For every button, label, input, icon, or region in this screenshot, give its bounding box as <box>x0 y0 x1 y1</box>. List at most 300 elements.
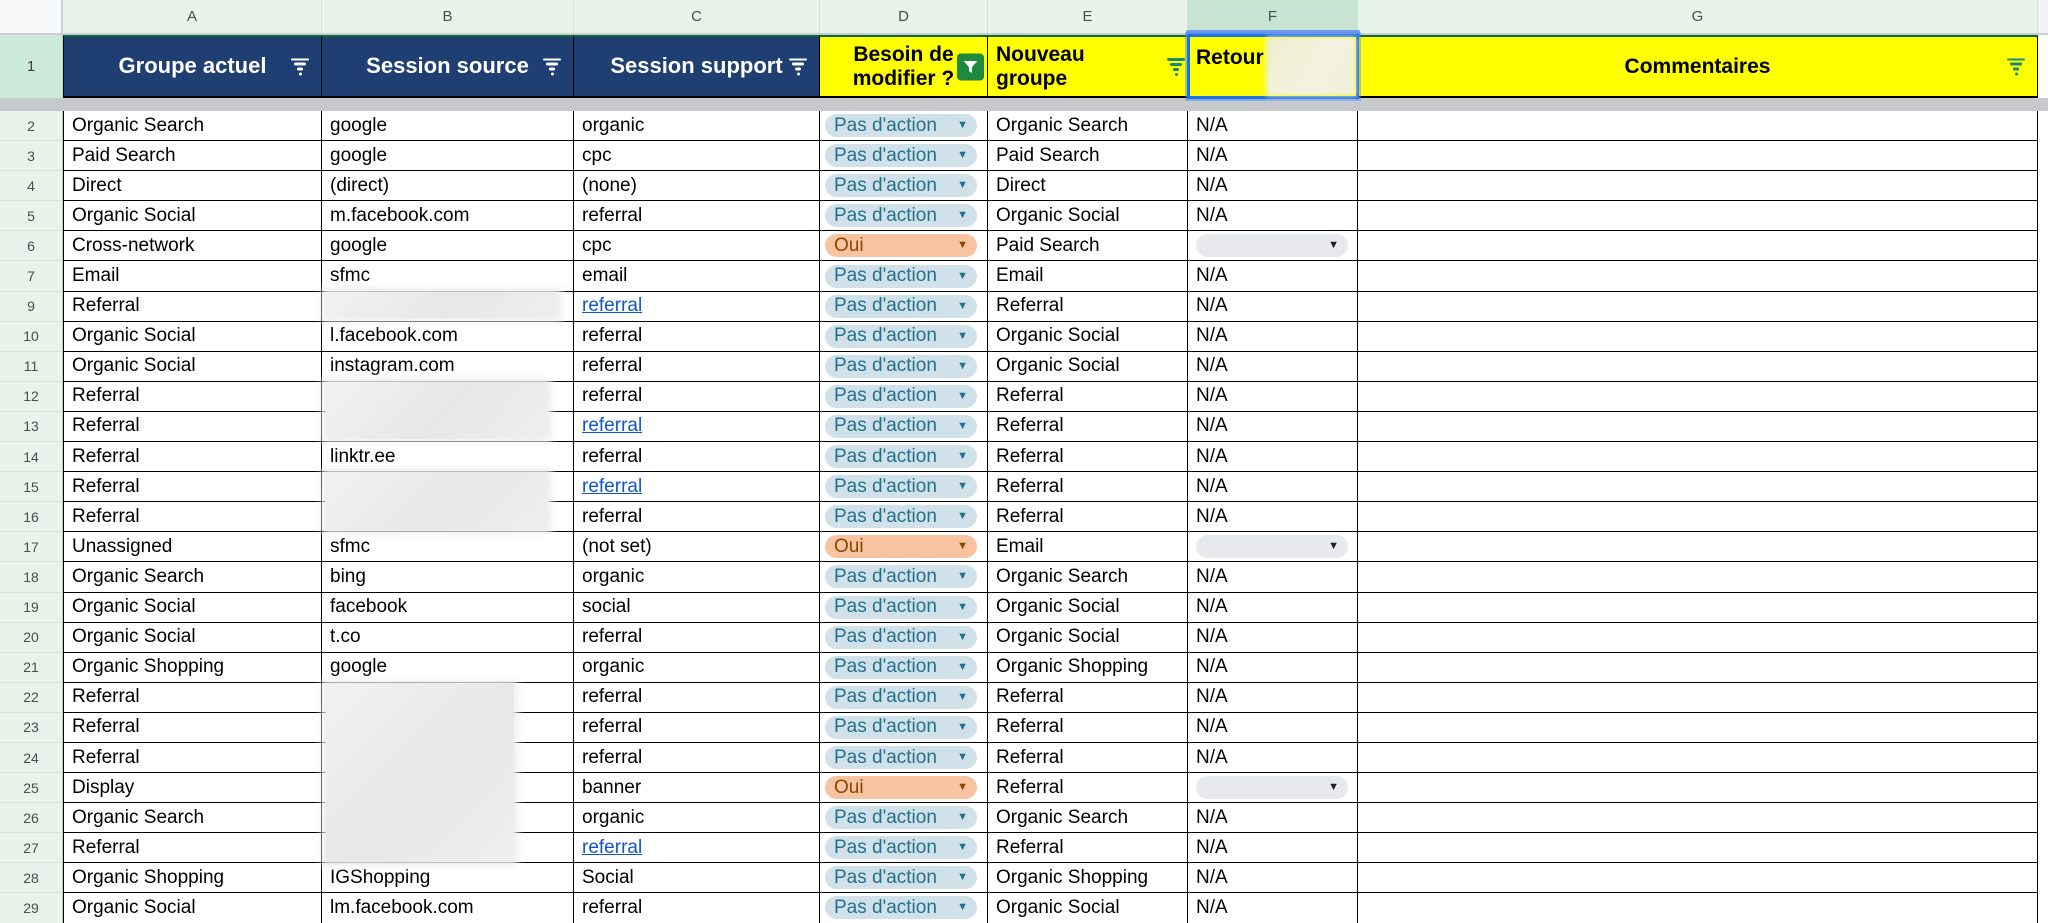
table-row <box>0 261 2048 291</box>
cell-C25[interactable] <box>574 773 820 803</box>
column-header-F[interactable] <box>1188 0 1358 33</box>
cell-C3[interactable] <box>574 141 820 171</box>
row-header-22[interactable]: 22 <box>0 683 63 713</box>
filter-icon[interactable] <box>289 58 311 75</box>
cell-D17[interactable] <box>820 532 988 562</box>
cell-text: Referral <box>996 836 1064 858</box>
cell-D11[interactable] <box>820 352 988 382</box>
cell-B7[interactable] <box>322 261 574 291</box>
cell-G3[interactable] <box>1358 141 2038 171</box>
filter-active-icon[interactable] <box>957 53 984 80</box>
cell-B14[interactable] <box>322 442 574 472</box>
cell-D15[interactable] <box>820 472 988 502</box>
cell-G19[interactable] <box>1358 593 2038 623</box>
row-header-18[interactable]: 18 <box>0 562 63 592</box>
dropdown-chip[interactable] <box>825 325 977 348</box>
cell-text-link[interactable]: referral <box>582 415 643 437</box>
cell-text-link[interactable]: referral <box>582 836 643 858</box>
dropdown-chip[interactable] <box>825 144 977 167</box>
cell-E26[interactable] <box>988 803 1188 833</box>
cell-E20[interactable] <box>988 623 1188 653</box>
cell-D16[interactable] <box>820 502 988 532</box>
cell-D9[interactable] <box>820 292 988 322</box>
cell-F21[interactable] <box>1188 653 1358 683</box>
cell-F22[interactable] <box>1188 683 1358 713</box>
cell-E15[interactable] <box>988 472 1188 502</box>
cell-A24[interactable] <box>63 743 322 773</box>
cell-A27[interactable] <box>63 833 322 863</box>
cell-C12[interactable] <box>574 382 820 412</box>
cell-text: Direct <box>996 174 1046 196</box>
cell-G14[interactable] <box>1358 442 2038 472</box>
cell-D13[interactable] <box>820 412 988 442</box>
chip-label: Pas d'action <box>834 265 937 287</box>
row-header-13[interactable]: 13 <box>0 412 63 442</box>
cell-E19[interactable] <box>988 593 1188 623</box>
cell-E4[interactable] <box>988 171 1188 201</box>
cell-A28[interactable] <box>63 863 322 893</box>
table-row <box>0 562 2048 592</box>
cell-G21[interactable] <box>1358 653 2038 683</box>
cell-E28[interactable] <box>988 863 1188 893</box>
cell-A6[interactable] <box>63 231 322 261</box>
cell-E12[interactable] <box>988 382 1188 412</box>
cell-C27[interactable] <box>574 833 820 863</box>
dropdown-chip[interactable] <box>825 265 977 288</box>
cell-D28[interactable] <box>820 863 988 893</box>
cell-A7[interactable] <box>63 261 322 291</box>
chevron-down-icon: ▼ <box>957 600 968 613</box>
cell-G2[interactable] <box>1358 111 2038 141</box>
cell-B5[interactable] <box>322 201 574 231</box>
cell-text: sfmc <box>330 265 371 287</box>
dropdown-chip[interactable] <box>825 896 977 919</box>
cell-C26[interactable] <box>574 803 820 833</box>
dropdown-chip[interactable] <box>825 204 977 227</box>
row-header-1[interactable]: 1 <box>0 35 63 98</box>
cell-C13[interactable] <box>574 412 820 442</box>
cell-D20[interactable] <box>820 623 988 653</box>
cell-D2[interactable] <box>820 111 988 141</box>
cell-C7[interactable] <box>574 261 820 291</box>
dropdown-chip[interactable] <box>825 355 977 378</box>
cell-A22[interactable] <box>63 683 322 713</box>
cell-A2[interactable] <box>63 111 322 141</box>
cell-A17[interactable] <box>63 532 322 562</box>
cell-C22[interactable] <box>574 683 820 713</box>
cell-F20[interactable] <box>1188 623 1358 653</box>
cell-E14[interactable] <box>988 442 1188 472</box>
cell-F25[interactable] <box>1188 773 1358 803</box>
filter-icon[interactable] <box>2005 58 2027 75</box>
cell-F18[interactable] <box>1188 562 1358 592</box>
row-header-12[interactable]: 12 <box>0 382 63 412</box>
header-row <box>0 35 2048 98</box>
cell-E18[interactable] <box>988 562 1188 592</box>
dropdown-chip[interactable] <box>825 686 977 709</box>
cell-E13[interactable] <box>988 412 1188 442</box>
cell-C1-session-support[interactable] <box>574 35 820 98</box>
cell-D22[interactable] <box>820 683 988 713</box>
dropdown-chip[interactable] <box>825 505 977 528</box>
cell-F3[interactable] <box>1188 141 1358 171</box>
cell-F17[interactable] <box>1188 532 1358 562</box>
dropdown-chip[interactable] <box>825 114 977 137</box>
cell-C20[interactable] <box>574 623 820 653</box>
cell-G6[interactable] <box>1358 231 2038 261</box>
cell-E5[interactable] <box>988 201 1188 231</box>
cell-F19[interactable] <box>1188 593 1358 623</box>
cell-E9[interactable] <box>988 292 1188 322</box>
cell-A16[interactable] <box>63 502 322 532</box>
cell-A11[interactable] <box>63 352 322 382</box>
cell-A20[interactable] <box>63 623 322 653</box>
cell-C18[interactable] <box>574 562 820 592</box>
cell-G11[interactable] <box>1358 352 2038 382</box>
cell-text: Referral <box>996 445 1064 467</box>
cell-G23[interactable] <box>1358 713 2038 743</box>
cell-B10[interactable] <box>322 322 574 352</box>
cell-text: N/A <box>1196 475 1228 497</box>
chevron-down-icon: ▼ <box>957 781 968 794</box>
dropdown-chip[interactable] <box>825 836 977 859</box>
cell-E10[interactable] <box>988 322 1188 352</box>
cell-G4[interactable] <box>1358 171 2038 201</box>
cell-G15[interactable] <box>1358 472 2038 502</box>
cell-text: Display <box>72 776 135 798</box>
cell-C15[interactable] <box>574 472 820 502</box>
dropdown-chip[interactable] <box>825 535 977 558</box>
row-header-6[interactable]: 6 <box>0 231 63 261</box>
cell-F16[interactable] <box>1188 502 1358 532</box>
redaction-blur <box>1268 39 1354 94</box>
cell-G24[interactable] <box>1358 743 2038 773</box>
cell-C17[interactable] <box>574 532 820 562</box>
dropdown-chip-empty[interactable] <box>1196 776 1348 799</box>
cell-A29[interactable] <box>63 893 322 923</box>
cell-D6[interactable] <box>820 231 988 261</box>
dropdown-chip[interactable] <box>825 806 977 829</box>
cell-F27[interactable] <box>1188 833 1358 863</box>
cell-E22[interactable] <box>988 683 1188 713</box>
cell-A26[interactable] <box>63 803 322 833</box>
cell-E1-nouveau-groupe[interactable] <box>988 35 1188 98</box>
dropdown-chip[interactable] <box>825 475 977 498</box>
row-header-27[interactable]: 27 <box>0 833 63 863</box>
cell-C24[interactable] <box>574 743 820 773</box>
cell-C16[interactable] <box>574 502 820 532</box>
cell-C9[interactable] <box>574 292 820 322</box>
dropdown-chip[interactable] <box>825 626 977 649</box>
cell-E7[interactable] <box>988 261 1188 291</box>
row-header-19[interactable]: 19 <box>0 593 63 623</box>
row-header-29[interactable]: 29 <box>0 893 63 923</box>
cell-text: Social <box>582 866 634 888</box>
cell-C29[interactable] <box>574 893 820 923</box>
cell-text: N/A <box>1196 836 1228 858</box>
cell-A1-groupe-actuel[interactable] <box>63 35 322 98</box>
row-header-15[interactable]: 15 <box>0 472 63 502</box>
cell-D21[interactable] <box>820 653 988 683</box>
cell-E23[interactable] <box>988 713 1188 743</box>
cell-C21[interactable] <box>574 653 820 683</box>
row-header-11[interactable]: 11 <box>0 352 63 382</box>
cell-B18[interactable] <box>322 562 574 592</box>
cell-B3[interactable] <box>322 141 574 171</box>
dropdown-chip[interactable] <box>825 295 977 318</box>
cell-A5[interactable] <box>63 201 322 231</box>
cell-E3[interactable] <box>988 141 1188 171</box>
column-header-A[interactable] <box>63 0 322 33</box>
cell-A21[interactable] <box>63 653 322 683</box>
dropdown-chip[interactable] <box>825 656 977 679</box>
cell-A13[interactable] <box>63 412 322 442</box>
cell-G12[interactable] <box>1358 382 2038 412</box>
dropdown-chip[interactable] <box>825 565 977 588</box>
chevron-down-icon: ▼ <box>957 329 968 342</box>
cell-C14[interactable] <box>574 442 820 472</box>
cell-A18[interactable] <box>63 562 322 592</box>
cell-F12[interactable] <box>1188 382 1358 412</box>
chevron-down-icon: ▼ <box>957 389 968 402</box>
cell-B6[interactable] <box>322 231 574 261</box>
chip-label: Pas d'action <box>834 806 937 828</box>
cell-D18[interactable] <box>820 562 988 592</box>
column-header-B[interactable] <box>322 0 574 33</box>
cell-E29[interactable] <box>988 893 1188 923</box>
cell-text-link[interactable]: referral <box>582 295 643 317</box>
cell-F13[interactable] <box>1188 412 1358 442</box>
row-header-7[interactable]: 7 <box>0 261 63 291</box>
cell-G20[interactable] <box>1358 623 2038 653</box>
dropdown-chip[interactable] <box>825 445 977 468</box>
cell-F2[interactable] <box>1188 111 1358 141</box>
cell-D14[interactable] <box>820 442 988 472</box>
cell-E6[interactable] <box>988 231 1188 261</box>
cell-G17[interactable] <box>1358 532 2038 562</box>
dropdown-chip[interactable] <box>825 596 977 619</box>
filter-icon[interactable] <box>541 58 563 75</box>
cell-F15[interactable] <box>1188 472 1358 502</box>
cell-G9[interactable] <box>1358 292 2038 322</box>
cell-F28[interactable] <box>1188 863 1358 893</box>
cell-B28[interactable] <box>322 863 574 893</box>
row-header-2[interactable]: 2 <box>0 111 63 141</box>
cell-text: linktr.ee <box>330 445 396 467</box>
row-header-17[interactable]: 17 <box>0 532 63 562</box>
dropdown-chip[interactable] <box>825 385 977 408</box>
cell-D1-besoin-de-modifier[interactable] <box>820 35 988 98</box>
cell-D23[interactable] <box>820 713 988 743</box>
cell-G27[interactable] <box>1358 833 2038 863</box>
cell-E21[interactable] <box>988 653 1188 683</box>
cell-A25[interactable] <box>63 773 322 803</box>
table-row <box>0 893 2048 923</box>
cell-F11[interactable] <box>1188 352 1358 382</box>
cell-D24[interactable] <box>820 743 988 773</box>
cell-A23[interactable] <box>63 713 322 743</box>
cell-F9[interactable] <box>1188 292 1358 322</box>
dropdown-chip-empty[interactable] <box>1196 234 1348 257</box>
cell-D3[interactable] <box>820 141 988 171</box>
cell-D29[interactable] <box>820 893 988 923</box>
cell-A15[interactable] <box>63 472 322 502</box>
cell-D10[interactable] <box>820 322 988 352</box>
chevron-down-icon: ▼ <box>957 720 968 733</box>
cell-C19[interactable] <box>574 593 820 623</box>
row-header-10[interactable]: 10 <box>0 322 63 352</box>
cell-B1-session-source[interactable] <box>322 35 574 98</box>
cell-B11[interactable] <box>322 352 574 382</box>
cell-A3[interactable] <box>63 141 322 171</box>
cell-text: Referral <box>996 295 1064 317</box>
cell-F24[interactable] <box>1188 743 1358 773</box>
cell-B2[interactable] <box>322 111 574 141</box>
row-header-14[interactable]: 14 <box>0 442 63 472</box>
dropdown-chip[interactable] <box>825 234 977 257</box>
cell-C4[interactable] <box>574 171 820 201</box>
cell-text: Paid Search <box>996 144 1100 166</box>
cell-text: N/A <box>1196 445 1228 467</box>
cell-C6[interactable] <box>574 231 820 261</box>
column-letter-label: B <box>442 8 453 25</box>
cell-G10[interactable] <box>1358 322 2038 352</box>
cell-G18[interactable] <box>1358 562 2038 592</box>
filter-icon[interactable] <box>1165 58 1187 75</box>
row-header-3[interactable]: 3 <box>0 141 63 171</box>
cell-E16[interactable] <box>988 502 1188 532</box>
cell-E25[interactable] <box>988 773 1188 803</box>
cell-C2[interactable] <box>574 111 820 141</box>
cell-B20[interactable] <box>322 623 574 653</box>
cell-text: N/A <box>1196 626 1228 648</box>
dropdown-chip[interactable] <box>825 174 977 197</box>
cell-text: cpc <box>582 144 612 166</box>
column-header-E[interactable] <box>988 0 1188 33</box>
cell-A12[interactable] <box>63 382 322 412</box>
cell-text: bing <box>330 565 366 587</box>
row-header-21[interactable]: 21 <box>0 653 63 683</box>
cell-text: N/A <box>1196 505 1228 527</box>
row-header-28[interactable]: 28 <box>0 863 63 893</box>
cell-G13[interactable] <box>1358 412 2038 442</box>
cell-D7[interactable] <box>820 261 988 291</box>
row-header-20[interactable]: 20 <box>0 623 63 653</box>
dropdown-chip[interactable] <box>825 415 977 438</box>
column-header-C[interactable] <box>574 0 820 33</box>
cell-G16[interactable] <box>1358 502 2038 532</box>
cell-D12[interactable] <box>820 382 988 412</box>
cell-C28[interactable] <box>574 863 820 893</box>
row-header-5[interactable]: 5 <box>0 201 63 231</box>
cell-F26[interactable] <box>1188 803 1358 833</box>
cell-C5[interactable] <box>574 201 820 231</box>
cell-G25[interactable] <box>1358 773 2038 803</box>
cell-D4[interactable] <box>820 171 988 201</box>
row-header-24[interactable]: 24 <box>0 743 63 773</box>
cell-C11[interactable] <box>574 352 820 382</box>
cell-text: referral <box>582 445 643 467</box>
cell-F4[interactable] <box>1188 171 1358 201</box>
cell-D27[interactable] <box>820 833 988 863</box>
dropdown-chip[interactable] <box>825 776 977 799</box>
filter-icon[interactable] <box>787 58 809 75</box>
cell-E11[interactable] <box>988 352 1188 382</box>
dropdown-chip[interactable] <box>825 746 977 769</box>
cell-D26[interactable] <box>820 803 988 833</box>
cell-A14[interactable] <box>63 442 322 472</box>
select-all-corner[interactable] <box>0 0 63 33</box>
row-header-25[interactable]: 25 <box>0 773 63 803</box>
cell-F7[interactable] <box>1188 261 1358 291</box>
cell-B4[interactable] <box>322 171 574 201</box>
cell-D19[interactable] <box>820 593 988 623</box>
cell-text: l.facebook.com <box>330 325 458 347</box>
cell-E24[interactable] <box>988 743 1188 773</box>
cell-F29[interactable] <box>1188 893 1358 923</box>
column-header-D[interactable] <box>820 0 988 33</box>
cell-text: N/A <box>1196 716 1228 738</box>
cell-E27[interactable] <box>988 833 1188 863</box>
cell-text: Organic Shopping <box>996 866 1149 888</box>
cell-C23[interactable] <box>574 713 820 743</box>
cell-B19[interactable] <box>322 593 574 623</box>
cell-F10[interactable] <box>1188 322 1358 352</box>
row-header-26[interactable]: 26 <box>0 803 63 833</box>
cell-B17[interactable] <box>322 532 574 562</box>
cell-A19[interactable] <box>63 593 322 623</box>
cell-B21[interactable] <box>322 653 574 683</box>
cell-F5[interactable] <box>1188 201 1358 231</box>
cell-A10[interactable] <box>63 322 322 352</box>
cell-G22[interactable] <box>1358 683 2038 713</box>
column-header-G[interactable] <box>1358 0 2038 33</box>
cell-D5[interactable] <box>820 201 988 231</box>
cell-E17[interactable] <box>988 532 1188 562</box>
cell-F6[interactable] <box>1188 231 1358 261</box>
row-header-23[interactable]: 23 <box>0 713 63 743</box>
dropdown-chip-empty[interactable] <box>1196 535 1348 558</box>
cell-C10[interactable] <box>574 322 820 352</box>
cell-text: N/A <box>1196 174 1228 196</box>
cell-F23[interactable] <box>1188 713 1358 743</box>
frozen-row-divider[interactable] <box>0 98 2048 111</box>
cell-B29[interactable] <box>322 893 574 923</box>
table-row <box>0 593 2048 623</box>
cell-G28[interactable] <box>1358 863 2038 893</box>
cell-E2[interactable] <box>988 111 1188 141</box>
cell-G5[interactable] <box>1358 201 2038 231</box>
column-letter-label: F <box>1267 8 1278 25</box>
row-header-9[interactable]: 9 <box>0 292 63 322</box>
row-header-4[interactable]: 4 <box>0 171 63 201</box>
strip-filler <box>2038 0 2048 33</box>
cell-G29[interactable] <box>1358 893 2038 923</box>
cell-text-link[interactable]: referral <box>582 475 643 497</box>
dropdown-chip[interactable] <box>825 866 977 889</box>
cell-F14[interactable] <box>1188 442 1358 472</box>
cell-G26[interactable] <box>1358 803 2038 833</box>
cell-text: Paid Search <box>72 144 176 166</box>
cell-A9[interactable] <box>63 292 322 322</box>
cell-A4[interactable] <box>63 171 322 201</box>
cell-D25[interactable] <box>820 773 988 803</box>
cell-G7[interactable] <box>1358 261 2038 291</box>
row-header-16[interactable]: 16 <box>0 502 63 532</box>
cell-G1-commentaires[interactable] <box>1358 35 2038 98</box>
dropdown-chip[interactable] <box>825 716 977 739</box>
cell-text: Organic Social <box>996 626 1120 648</box>
